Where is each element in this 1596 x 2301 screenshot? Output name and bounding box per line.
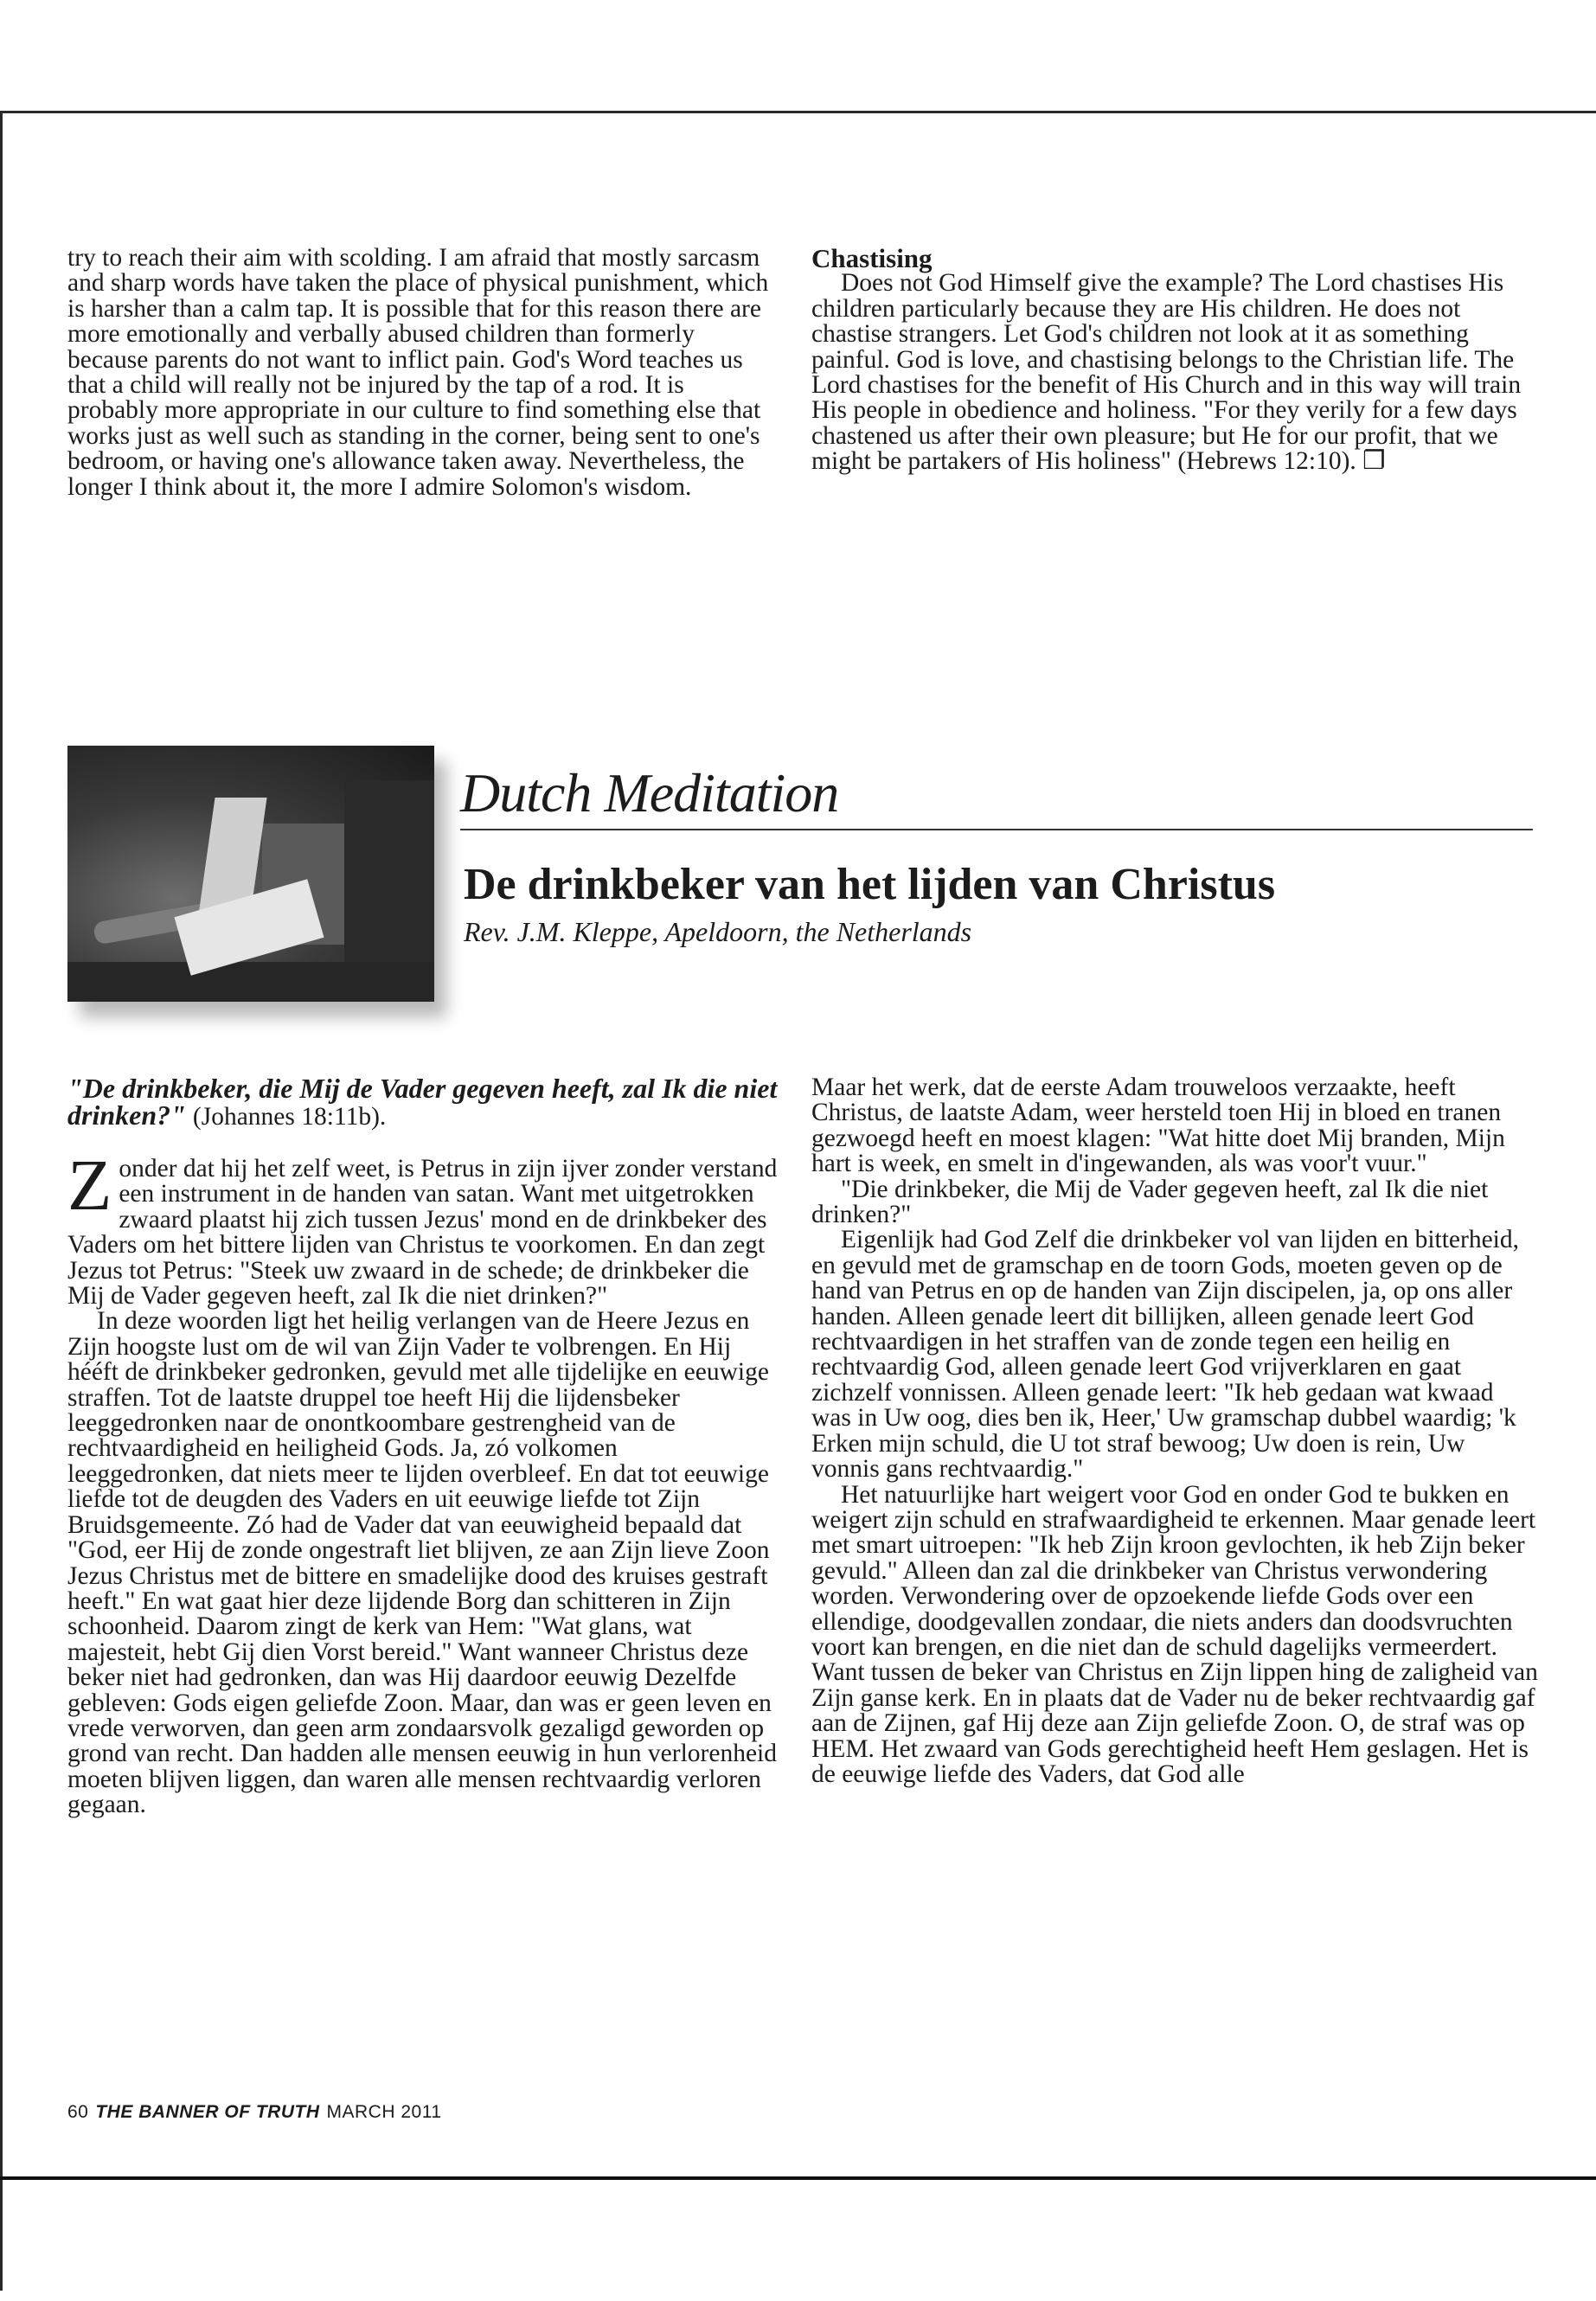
issue-date: MARCH 2011: [326, 2102, 442, 2122]
verse-text: "De drinkbeker, die Mij de Vader gegeven heeft, zal Ik die niet drinken?": [67, 1073, 778, 1131]
bottom-rule: [0, 2176, 1596, 2180]
top-rule: [0, 111, 1596, 113]
body-paragraph: In deze woorden ligt het heilig verlangen van de Heere Jezus en Zijn hoogste lust om de wil van Zijn Vader te volbrengen. En Hij hééft de drinkbeker gedronken, gevuld met alle tijdelijke en eeuwige straffen. Tot de laatste druppel toe heeft Hij die lijdensbeker leeggedronken naar de onontkoombare gestrengheid van de rechtvaardigheid en heiligheid Gods. Ja, zó volkomen leeggedronken, dat niets meer te lijden overbleef. En dat tot eeuwige liefde tot de deugden des Vaders en uit eeuwige liefde tot Zijn Bruidsgemeente. Zó had de Vader dat van eeuwigheid bepaald dat "God, eer Hij de zonde ongestraft liet blijven, ze aan Zijn lieve Zoon Jezus Christus met de bittere en smadelijke dood des kruises gestraft heeft." En wat gaat hier deze lijdende Borg dan schitteren in Zijn schoonheid. Daarom zingt de kerk van Hem: "Wat glans, wat majesteit, hebt Gij dien Vorst bereid." Want wanneer Christus deze beker niet had gedronken, dan was Hij daardoor eeuwig Dezelfde gebleven: Gods eigen geliefde Zoon. Maar, dan was er geen leven en vrede verworven, dan geen arm zondaarsvolk gezaligd geworden op grond van recht. Dan hadden alle mensen eeuwig in hun verlorenheid moeten blijven liggen, dan waren alle mensen rechtvaardig verloren gegaan.: [67, 1307, 777, 1819]
verse-reference: (Johannes 18:11b).: [192, 1103, 387, 1131]
top-left-column: [67, 246, 779, 500]
body-paragraph: Maar het werk, dat de eerste Adam trouweloos verzaakte, heeft Christus, de laatste Adam, weer hersteld toen Hij in bloed en tranen gezwoegd heeft en moest klagen: "Wat hitte doet Mij branden, Mijn hart is week, en smelt in d'ingewanden, als was voor't vuur.": [811, 1074, 1505, 1178]
chastising-paragraph: [811, 271, 1538, 474]
body-paragraph: [67, 1145, 779, 1311]
end-mark-icon: ❐: [1362, 447, 1386, 476]
body-paragraph: Het natuurlijke hart weigert voor God en onder God te bukken en weigert zijn schuld en strafwaardigheid te erkennen. Maar genade leert met smart uitroepen: "Ik heb Zijn kroon gevlochten, ik heb Zijn beker gevuld." Alleen dan zal die drinkbeker van Christus verwondering worden. Verwondering over de opzoekende liefde Gods over een ellendige, doodgevallen zondaar, die niets anders dan doodsvruchten voort kan brengen, en die niet dan de schuld dagelijks vermeerdert. Want tussen de beker van Christus en Zijn lippen hing de zaligheid van Zijn ganse kerk. En in plaats dat de Vader nu de beker rechtvaardig gaf aan de Zijnen, gaf Hij deze aan Zijn geliefde Zoon. O, de straf was op HEM. Het zwaard van Gods gerechtigheid heeft Hem geslagen. Het is de eeuwige liefde des Vaders, dat God alle: [811, 1480, 1538, 1788]
photo-book: [344, 780, 434, 962]
body-paragraph-text: onder dat hij het zelf weet, is Petrus in zijn ijver zonder verstand een instrument in de handen van satan. Want met uitgetrokken zwaard plaatst hij zich tussen Jezus' mond en de drinkbeker des Vaders om het bittere lijden van Christus te voorkomen. En dan zegt Jezus tot Petrus: "Steek uw zwaard in de schede; de drinkbeker die Mij de Vader gegeven heeft, zal Ik die niet drinken?": [67, 1155, 778, 1311]
author-byline: Rev. J.M. Kleppe, Apeldoorn, the Netherlands: [464, 916, 972, 947]
body-paragraph: Eigenlijk had God Zelf die drinkbeker vol van lijden en bitterheid, en gevuld met de gramschap en de toorn Gods, moeten geven op de hand van Petrus en op de handen van Zijn discipelen, ja, op ons aller handen. Alleen genade leert dit billijken, alleen genade leert God rechtvaardigen in het straffen van de zonde tegen een heilig en rechtvaardig God, alleen genade leert God vrijverklaren en gaat zichzelf vonnissen. Alleen genade leert: "Ik heb gedaan wat kwaad was in Uw oog, dies ben ik, Heer,' Uw gramschap dubbel waardig; 'k Erken mijn schuld, die U tot straf bewoog; Uw doen is rein, Uw vonnis gans rechtvaardig.": [811, 1226, 1519, 1484]
books-photo: [67, 746, 434, 1002]
section-title: Dutch Meditation: [460, 763, 1533, 830]
scripture-verse: [67, 1075, 779, 1131]
page-footer: [67, 2102, 442, 2123]
top-right-column: [811, 243, 1538, 476]
article-title: De drinkbeker van het lijden van Christus: [464, 860, 1276, 909]
page-number: 60: [67, 2102, 89, 2122]
drop-cap: Z: [67, 1145, 112, 1226]
chastising-text: Does not God Himself give the example? The Lord chastises His children particularly because they are His children. He does not chastise strangers. Let God's children not look at it as something painful. God is love, and chastising belongs to the Christian life. The Lord chastises for the benefit of His Church and in this way will train His people in obedience and holiness. "For they verily for a few days chastened us after their own pleasure; but He for our profit, that we might be partakers of His holiness" (Hebrews 12:10).: [811, 269, 1522, 476]
left-rule: [0, 111, 3, 2291]
bottom-right-column: [811, 1075, 1538, 1787]
photo-table: [67, 962, 434, 1002]
publication-name: THE BANNER OF TRUTH: [95, 2102, 320, 2122]
body-paragraph: "Die drinkbeker, die Mij de Vader gegeven heeft, zal Ik die niet drinken?": [811, 1175, 1489, 1229]
chastising-heading: Chastising: [811, 243, 933, 273]
bottom-left-column: [67, 1075, 779, 1818]
top-left-paragraph: try to reach their aim with scolding. I am afraid that mostly sarcasm and sharp words have taken the place of physical punishment, which is harsher than a calm tap. It is possible that for this reason there are more emotionally and verbally abused children than formerly because parents do not want to inflict pain. God's Word teaches us that a child will really not be injured by the tap of a rod. It is probably more appropriate in our culture to find something else that works just as well such as standing in the corner, being sent to one's bedroom, or having one's allowance taken away. Nevertheless, the longer I think about it, the more I admire Solomon's wisdom.: [67, 244, 769, 501]
